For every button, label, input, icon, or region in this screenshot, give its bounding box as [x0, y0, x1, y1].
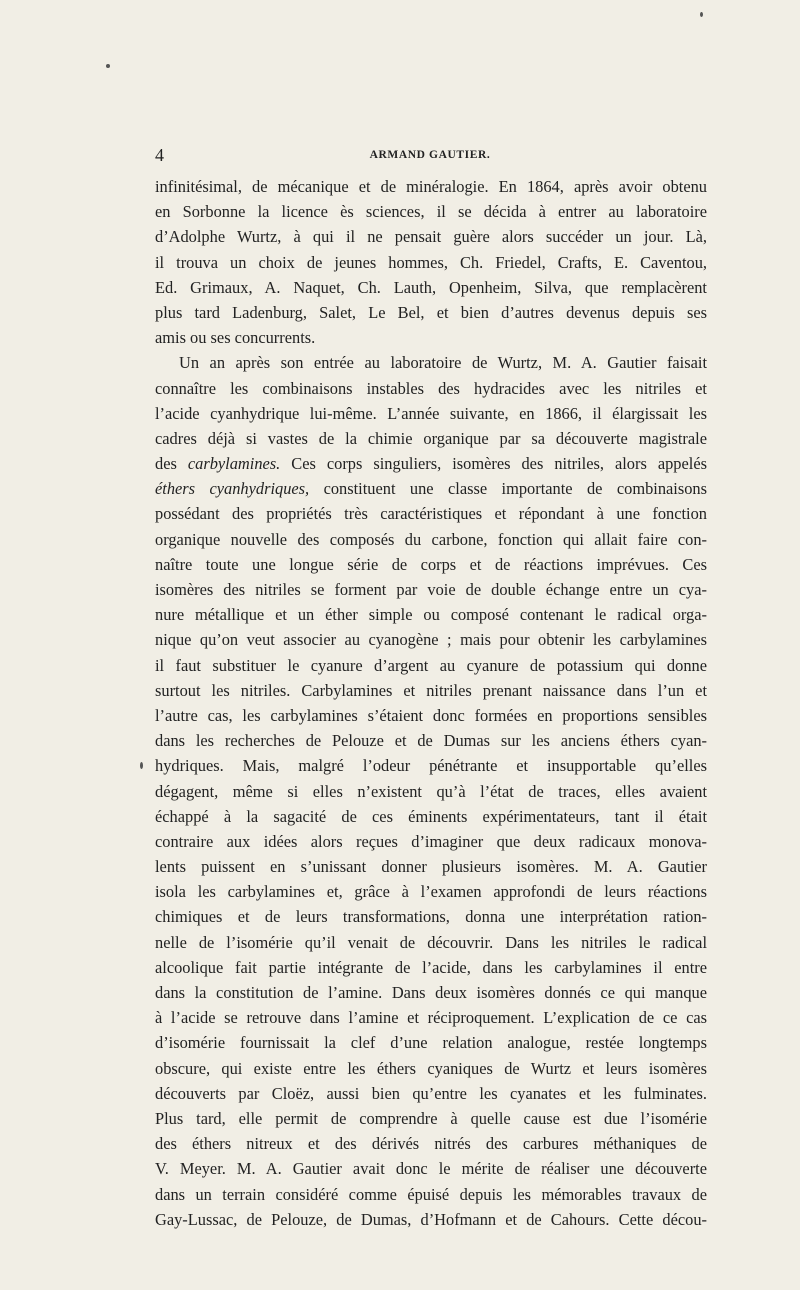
text-line: il faut substituer le cyanure d’argent au cyanure de potassium qui donne [155, 655, 707, 675]
body-text [155, 174, 707, 1232]
running-title: ARMAND GAUTIER. [369, 149, 491, 161]
paper-speck [106, 64, 110, 68]
italic-term: éthers cyanhydriques, [155, 479, 310, 499]
text-line: contraire aux idées alors reçues d’imaginer que deux radicaux monova- [155, 831, 707, 851]
text-line: dans la constitution de l’amine. Dans deux isomères donnés ce qui manque [155, 983, 707, 1002]
text-line: à l’acide se retrouve dans l’amine et réciproquement. L’explication de ce cas [155, 1008, 707, 1028]
text-line: d’isomérie fournissait la clef d’une relation analogue, restée longtemps [155, 1033, 707, 1053]
text-line: possédant des propriétés très caractéristiques et répondant à une fonction [155, 504, 707, 524]
text-run: constituent une classe importante de combinaisons [309, 479, 707, 499]
text-line: Gay-Lussac, de Pelouze, de Dumas, d’Hofmann et de Cahours. Cette décou- [155, 1209, 707, 1229]
text-line: d’Adolphe Wurtz, à qui il ne pensait guère alors succéder un jour. Là, [155, 227, 707, 247]
text-line: organique nouvelle des composés du carbone, fonction qui allait faire con- [155, 529, 707, 549]
text-line: V. Meyer. M. A. Gautier avait donc le mérite de réaliser une découverte [155, 1159, 707, 1179]
text-line: nique qu’on veut associer au cyanogène ; mais pour obtenir les carbylamines [155, 630, 707, 650]
text-line [155, 451, 707, 476]
text-line: il trouva un choix de jeunes hommes, Ch. Friedel, Crafts, E. Caventou, [155, 252, 707, 272]
text-line [155, 476, 707, 501]
text-run: des [155, 454, 188, 474]
paper-speck [140, 762, 143, 769]
page-number: 4 [155, 145, 164, 165]
text-line: infinitésimal, de mécanique et de minéralogie. En 1864, après avoir obtenu [155, 177, 707, 196]
paragraph-start-line: Un an après son entrée au laboratoire de Wurtz, M. A. Gautier faisait [179, 353, 707, 373]
text-line: dans un terrain considéré comme épuisé depuis les mémorables travaux de [155, 1184, 707, 1204]
text-line: isomères des nitriles se forment par voie de double échange entre un cya- [155, 580, 707, 599]
text-line: découverts par Cloëz, aussi bien qu’entre les cyanates et les fulminates. [155, 1083, 707, 1103]
text-line: nure métallique et un éther simple ou composé contenant le radical orga- [155, 605, 707, 625]
text-line: Ed. Grimaux, A. Naquet, Ch. Lauth, Openheim, Silva, que remplacèrent [155, 277, 707, 297]
text-line: chimiques et de leurs transformations, donna une interprétation ration- [155, 907, 707, 927]
text-line: surtout les nitriles. Carbylamines et nitriles prenant naissance dans l’un et [155, 680, 707, 700]
text-line: dégagent, même si elles n’existent qu’à l’état de traces, elles avaient [155, 781, 707, 801]
text-line: nelle de l’isomérie qu’il venait de découvrir. Dans les nitriles le radical [155, 932, 707, 952]
text-line: échappé à la sagacité de ces éminents expérimentateurs, tant il était [155, 806, 707, 826]
text-line: plus tard Ladenburg, Salet, Le Bel, et bien d’autres devenus depuis ses [155, 302, 707, 322]
text-line: obscure, qui existe entre les éthers cyaniques de Wurtz et leurs isomères [155, 1058, 707, 1078]
italic-term: carbylamines. [187, 454, 281, 474]
text-line: Plus tard, elle permit de comprendre à quelle cause est due l’isomérie [155, 1108, 707, 1128]
text-line: isola les carbylamines et, grâce à l’examen approfondi de leurs réactions [155, 882, 707, 902]
text-line: dans les recherches de Pelouze et de Dumas sur les anciens éthers cyan- [155, 731, 707, 751]
text-run: Ces corps singuliers, isomères des nitriles, alors appelés [280, 454, 707, 474]
text-line: alcoolique fait partie intégrante de l’acide, dans les carbylamines il entre [155, 957, 707, 977]
text-line: connaître les combinaisons instables des hydracides avec les nitriles et [155, 378, 707, 398]
text-line: des éthers nitreux et des dérivés nitrés des carbures méthaniques de [155, 1134, 707, 1154]
running-header [155, 143, 705, 167]
text-line: l’autre cas, les carbylamines s’étaient donc formées en proportions sensibles [155, 705, 707, 725]
text-line: amis ou ses concurrents. [155, 328, 316, 348]
text-line: naître toute une longue série de corps et de réactions imprévues. Ces [155, 554, 707, 574]
paper-speck [700, 12, 703, 17]
text-line: en Sorbonne la licence ès sciences, il se décida à entrer au laboratoire [155, 202, 707, 222]
text-line: hydriques. Mais, malgré l’odeur pénétrante et insupportable qu’elles [155, 756, 707, 776]
text-line: l’acide cyanhydrique lui-même. L’année suivante, en 1866, il élargissait les [155, 403, 707, 423]
text-line: cadres déjà si vastes de la chimie organique par sa découverte magistrale [155, 428, 707, 448]
text-line: lents puissent en s’unissant donner plusieurs isomères. M. A. Gautier [155, 857, 707, 877]
